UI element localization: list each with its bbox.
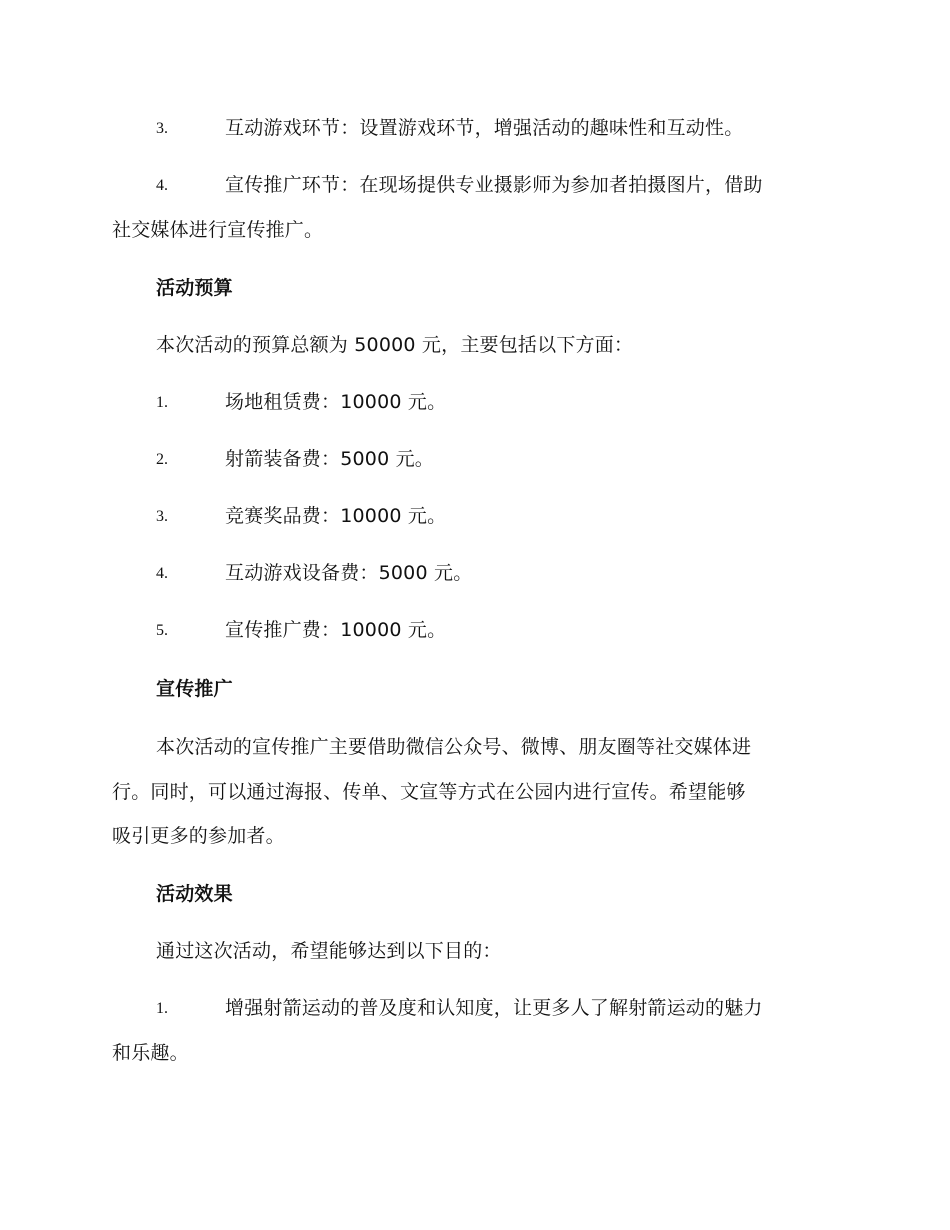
list-number: 4. bbox=[156, 565, 168, 582]
section-heading-promotion: 宣传推广 bbox=[156, 678, 233, 700]
section-heading-effect: 活动效果 bbox=[156, 883, 233, 905]
list-item-text-continued: 社交媒体进行宣传推广。 bbox=[112, 219, 324, 241]
list-number: 2. bbox=[156, 451, 168, 468]
list-number: 3. bbox=[156, 120, 168, 137]
list-number: 5. bbox=[156, 622, 168, 639]
list-number: 3. bbox=[156, 508, 168, 525]
budget-item: 射箭装备费：5000 元。 bbox=[225, 448, 434, 470]
effect-item-continued: 和乐趣。 bbox=[112, 1042, 189, 1064]
list-item-text: 宣传推广环节：在现场提供专业摄影师为参加者拍摄图片，借助 bbox=[225, 174, 763, 196]
budget-intro: 本次活动的预算总额为 50000 元，主要包括以下方面： bbox=[156, 334, 634, 356]
list-number: 1. bbox=[156, 394, 168, 411]
list-number: 1. bbox=[156, 1000, 168, 1017]
promotion-paragraph-line: 吸引更多的参加者。 bbox=[112, 825, 285, 847]
budget-item: 竞赛奖品费：10000 元。 bbox=[225, 505, 447, 527]
promotion-paragraph-line: 行。同时，可以通过海报、传单、文宣等方式在公园内进行宣传。希望能够 bbox=[112, 781, 746, 803]
budget-item: 场地租赁费：10000 元。 bbox=[225, 391, 447, 413]
effect-intro: 通过这次活动，希望能够达到以下目的： bbox=[156, 940, 502, 962]
list-number: 4. bbox=[156, 177, 168, 194]
section-heading-budget: 活动预算 bbox=[156, 277, 233, 299]
budget-item: 互动游戏设备费：5000 元。 bbox=[225, 562, 473, 584]
promotion-paragraph-line: 本次活动的宣传推广主要借助微信公众号、微博、朋友圈等社交媒体进 bbox=[156, 736, 752, 758]
effect-item: 增强射箭运动的普及度和认知度，让更多人了解射箭运动的魅力 bbox=[225, 997, 763, 1019]
budget-item: 宣传推广费：10000 元。 bbox=[225, 619, 447, 641]
list-item-text: 互动游戏环节：设置游戏环节，增强活动的趣味性和互动性。 bbox=[225, 117, 744, 139]
